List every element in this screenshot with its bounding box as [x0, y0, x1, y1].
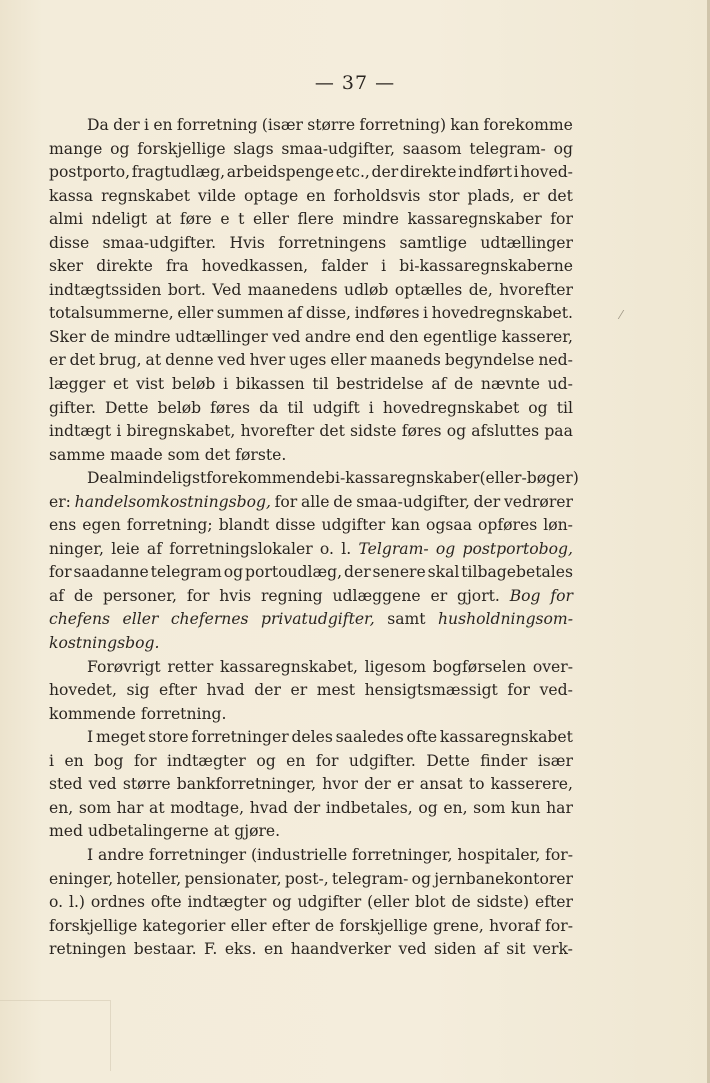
- text-line: med udbetalingerne at gjøre.: [49, 822, 281, 841]
- text-line: I meget store forretninger deles saaledes ofte kassaregnskabet: [87, 728, 573, 747]
- text-line: eninger, hoteller, pensionater, post-, telegram- og jernbanekontorer: [49, 869, 573, 888]
- page-number: — 37 —: [314, 72, 396, 94]
- text-line: o. l.) ordnes ofte indtægter og udgifter (eller blot de sidste) efter: [49, 893, 573, 912]
- text-line: forskjellige kategorier eller efter de forskjellige grene, hvoraf for-: [49, 916, 573, 935]
- text-line: er det brug, at denne ved hver uges eller maaneds begyndelse ned-: [49, 351, 573, 370]
- text-line: i en bog for indtægter og en for udgifter. Dette finder især: [49, 751, 573, 770]
- text-line: I andre forretninger (industrielle forretninger, hospitaler, for-: [87, 845, 573, 864]
- text-line: gifter. Dette beløb føres da til udgift i hovedregnskabet og til: [49, 398, 573, 417]
- text-line: kassa regnskabet vilde optage en forholdsvis stor plads, er det: [49, 186, 573, 205]
- body-text: [49, 114, 579, 962]
- text-line: af de personer, for hvis regning udlæggene er gjort. Bog for: [49, 586, 573, 605]
- text-line: lægger et vist beløb i bikassen til bestridelse af de nævnte ud-: [49, 375, 573, 394]
- margin-tick: ⁄: [620, 308, 623, 322]
- text-line: Da der i en forretning (især større forretning) kan forekomme: [87, 116, 573, 134]
- text-line: postporto, fragtudlæg, arbeidspenge etc., der direkte indført i hoved-: [49, 163, 573, 182]
- text-line: almi ndeligt at føre e t eller flere mindre kassaregnskaber for: [49, 210, 573, 229]
- text-line: ens egen forretning; blandt disse udgifter kan ogsaa opføres løn-: [49, 516, 573, 535]
- text-line: for saadanne telegram og portoudlæg, der senere skal tilbagebetales: [49, 563, 573, 582]
- text-line: ninger, leie af forretningslokaler o. l. Telgram- og postportobog,: [49, 539, 573, 558]
- text-line: kommende forretning.: [49, 704, 227, 723]
- text-line: er: handelsomkostningsbog, for alle de smaa-udgifter, der vedrører: [49, 492, 573, 511]
- margin-mark: [0, 1000, 111, 1071]
- text-line: Sker de mindre udtællinger ved andre end den egentlige kasserer,: [49, 327, 573, 346]
- text-line: sker direkte fra hovedkassen, falder i bi-kassaregnskaberne: [49, 257, 573, 276]
- text-line: chefens eller chefernes privatudgifter, samt husholdningsom-: [49, 610, 573, 629]
- text-line: kostningsbog.: [49, 634, 160, 653]
- text-line: indtægt i biregnskabet, hvorefter det sidste føres og afsluttes paa: [49, 422, 573, 441]
- text-line: sted ved større bankforretninger, hvor der er ansat to kasserere,: [49, 775, 573, 794]
- text-line: totalsummerne, eller summen af disse, indføres i hovedregnskabet.: [49, 304, 573, 323]
- text-line: en, som har at modtage, hvad der indbetales, og en, som kun har: [49, 798, 573, 817]
- text-line: De almindeligst forekommende bi-kassaregnskaber (eller -bøger): [87, 469, 579, 488]
- text-line: retningen bestaar. F. eks. en haandverker ved siden af sit verk-: [49, 940, 573, 959]
- text-line: hovedet, sig efter hvad der er mest hensigtsmæssigt for ved-: [49, 681, 573, 700]
- text-line: Forøvrigt retter kassaregnskabet, ligesom bogførselen over-: [87, 657, 573, 676]
- text-line: indtægtssiden bort. Ved maanedens udløb optælles de, hvorefter: [49, 280, 573, 299]
- text-line: mange og forskjellige slags smaa-udgifter, saasom telegram- og: [49, 139, 573, 158]
- text-line: samme maade som det første.: [49, 445, 287, 464]
- text-line: disse smaa-udgifter. Hvis forretningens samtlige udtællinger: [49, 233, 573, 252]
